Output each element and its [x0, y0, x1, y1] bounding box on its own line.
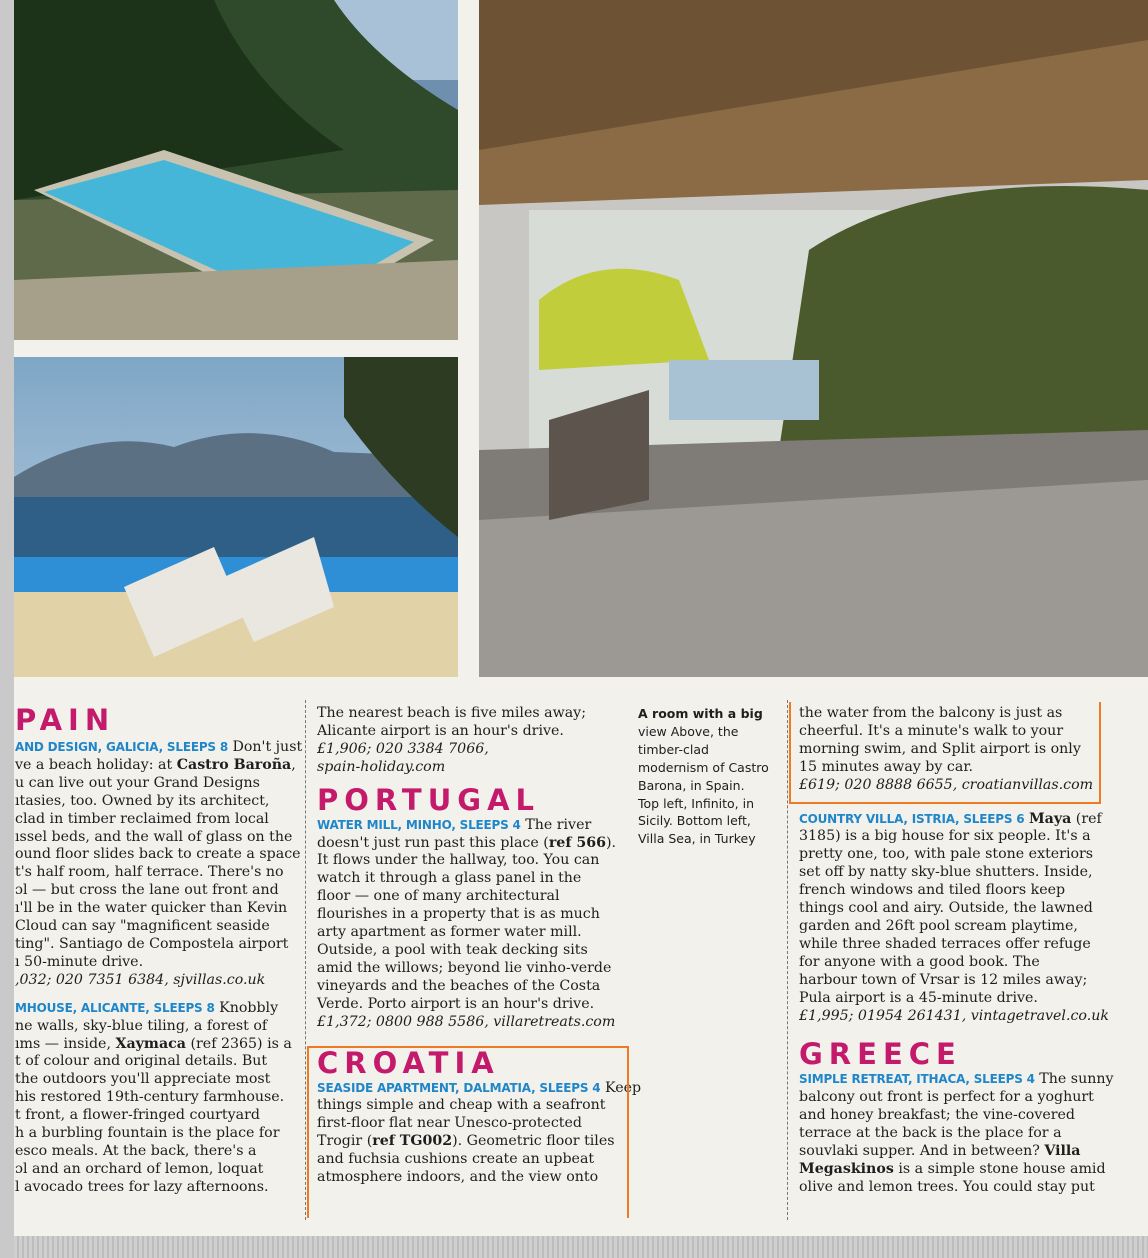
text-line: h a burbling fountain is the place for: [15, 1125, 280, 1142]
text-line: cheerful. It's a minute's walk to your: [799, 722, 1064, 739]
property-name: Maya: [1028, 810, 1072, 827]
text-line: clad in timber reclaimed from local: [15, 810, 269, 827]
text-line: and honey breakfast; the vine-covered: [799, 1107, 1076, 1124]
kicker-alicante: MHOUSE, ALICANTE, SLEEPS 8: [15, 1000, 215, 1015]
text-line: The nearest beach is five miles away;: [317, 705, 586, 721]
text-line: set off by natty sky-blue shutters. Inside,: [799, 864, 1093, 881]
text-line: 3185) is a big house for six people. It's a: [799, 828, 1091, 845]
highlight-box-croatia: [307, 1046, 629, 1218]
heading-portugal: PORTUGAL: [317, 782, 540, 817]
text-line: Alicante airport is an hour's drive.: [317, 722, 564, 739]
price-line: ,032; 020 7351 6384, sjvillas.co.uk: [15, 971, 266, 988]
kicker-dalmatia: SEASIDE APARTMENT, DALMATIA, SLEEPS 4: [317, 1080, 601, 1095]
text-line: atmosphere indoors, and the view onto: [317, 1169, 599, 1186]
text-line: ound floor slides back to create a space: [15, 846, 301, 863]
column-rule: [305, 700, 306, 1220]
text-line: the water from the balcony is just as: [799, 705, 1063, 721]
text-line: Pula airport is a 45-minute drive.: [799, 989, 1038, 1006]
caption-line: Top left, Infinito, in: [638, 795, 755, 811]
text-line: balcony out front is perfect for a yoghurt: [799, 1089, 1094, 1106]
text-line: ɔl and an orchard of lemon, loquat: [15, 1160, 264, 1177]
text-line: terrace at the back is the place for a: [799, 1125, 1062, 1142]
text-line: watch it through a glass panel in the: [317, 870, 582, 887]
text-line: pretty one, too, with pale stone exteriors: [799, 846, 1094, 863]
kicker-istria: COUNTRY VILLA, ISTRIA, SLEEPS 6: [799, 811, 1025, 826]
kicker-ithaca: SIMPLE RETREAT, ITHACA, SLEEPS 4: [799, 1072, 1035, 1087]
text-line: It flows under the hallway, too. You can: [317, 852, 600, 869]
text-line: ɔl — but cross the lane out front and: [15, 882, 279, 899]
text-line: floor — one of many architectural: [317, 888, 560, 905]
text-line: vineyards and the beaches of the Costa: [317, 977, 601, 994]
caption-line: Barona, in Spain.: [638, 777, 745, 793]
column-rule: [787, 700, 788, 1220]
text-line: amid the willows; beyond lie vinho-verde: [317, 959, 612, 976]
text-line: ve a beach holiday: at: [15, 756, 177, 773]
text-line: Trogir (: [317, 1133, 373, 1150]
text-line: Outside, a pool with teak decking sits: [317, 941, 588, 958]
text-line: the outdoors you'll appreciate most: [15, 1071, 271, 1088]
text-line: morning swim, and Split airport is only: [799, 740, 1081, 757]
heading-greece: GREECE: [799, 1037, 962, 1072]
text-line: t of colour and original details. But: [15, 1053, 268, 1070]
text-line: flourishes in a property that is as much: [317, 906, 600, 923]
price-line: £1,906; 020 3384 7066,: [317, 740, 489, 757]
text-line: The sunny: [1034, 1071, 1114, 1088]
text-line: (ref: [1071, 810, 1102, 827]
property-name: Villa: [1044, 1143, 1081, 1160]
text-line: ). Geometric floor tiles: [452, 1133, 615, 1150]
text-line: t's half room, half terrace. There's no: [15, 864, 284, 881]
caption-line: timber-clad: [638, 741, 709, 757]
text-line: his restored 19th-century farmhouse.: [15, 1089, 285, 1106]
text-line: arty apartment as former water mill.: [317, 924, 582, 941]
text-line: garden and 26ft pool scream playtime,: [799, 917, 1078, 934]
kicker-minho: WATER MILL, MINHO, SLEEPS 4: [317, 817, 521, 832]
text-line: 15 minutes away by car.: [799, 758, 974, 775]
text-line: things cool and airy. Outside, the lawned: [799, 900, 1093, 917]
text-line: Knobbly: [214, 999, 279, 1016]
text-line: french windows and tiled floors keep: [799, 882, 1066, 899]
text-line: doesn't just run past this place (: [317, 834, 549, 851]
photo-infinity-pool-turkey: [14, 357, 458, 677]
photo-pool-sicily: [14, 0, 458, 340]
heading-croatia: CROATIA: [317, 1045, 500, 1080]
highlight-box-croatia-continued: [789, 702, 1101, 804]
text-line: ne walls, sky-blue tiling, a forest of: [15, 1017, 268, 1034]
photo-timber-house-spain: [479, 0, 1148, 677]
caption-line: Sicily. Bottom left,: [638, 813, 751, 829]
page-bottom-edge: [14, 1236, 1148, 1258]
text-line: esco meals. At the back, there's a: [15, 1142, 257, 1159]
text-line: ıtasies, too. Owned by its architect,: [15, 792, 270, 809]
text-line: t front, a flower-fringed courtyard: [15, 1107, 260, 1124]
text-line: is a simple stone house amid: [893, 1160, 1106, 1177]
text-line: and fuchsia cushions create an upbeat: [317, 1151, 595, 1168]
column-spain: [15, 703, 303, 1197]
text-line: ıms — inside,: [15, 1035, 116, 1052]
text-line: while three shaded terraces offer refuge: [799, 935, 1091, 952]
caption-title: A room with a big: [638, 706, 763, 721]
text-line: things simple and cheap with a seafront: [317, 1097, 606, 1114]
text-line: Cloud can say "magnificent seaside: [15, 918, 270, 935]
price-line: £619; 020 8888 6655, croatianvillas.com: [799, 776, 1094, 793]
text-line: Don't just: [227, 739, 303, 755]
photo-caption: [638, 705, 778, 848]
text-line: for anyone with a good book. The: [799, 953, 1040, 970]
property-name: Megaskinos: [799, 1160, 894, 1177]
text-line: souvlaki supper. And in between?: [799, 1143, 1045, 1160]
text-line: ı 50-minute drive.: [15, 953, 144, 970]
text-line: The river: [520, 816, 592, 833]
text-line: ting". Santiago de Compostela airport: [15, 935, 289, 952]
text-line: ı'll be in the water quicker than Kevin: [15, 900, 288, 917]
caption-line: Villa Sea, in Turkey: [638, 831, 756, 847]
property-name: Castro Baroña: [176, 756, 292, 773]
text-line: olive and lemon trees. You could stay put: [799, 1178, 1095, 1195]
caption-line: modernism of Castro: [638, 759, 769, 775]
text-line: (ref 2365) is a: [185, 1035, 292, 1052]
text-line: Verde. Porto airport is an hour's drive.: [317, 995, 595, 1012]
text-line: first-floor flat near Unesco-protected: [317, 1115, 582, 1132]
kicker-galicia: AND DESIGN, GALICIA, SLEEPS 8: [15, 740, 228, 754]
text-line: u can live out your Grand Designs: [15, 774, 260, 791]
property-ref: ref 566: [548, 834, 606, 851]
property-name: Xaymaca: [115, 1035, 186, 1052]
price-line: £1,372; 0800 988 5586, villaretreats.com: [317, 1013, 616, 1030]
text-line: ).: [605, 834, 617, 851]
text-line: ıssel beds, and the wall of glass on the: [15, 828, 293, 845]
page-edge: [0, 0, 14, 1258]
text-line: Keep: [600, 1079, 642, 1096]
price-line: £1,995; 01954 261431, vintagetravel.co.uk: [799, 1007, 1109, 1024]
text-line: ,: [291, 756, 296, 773]
text-line: harbour town of Vrsar is 12 miles away;: [799, 971, 1088, 988]
heading-spain: PAIN: [15, 703, 116, 737]
property-ref: ref TG002: [372, 1133, 453, 1150]
text-line: l avocado trees for lazy afternoons.: [15, 1178, 269, 1195]
price-line: spain-holiday.com: [317, 758, 446, 775]
caption-line: view Above, the: [638, 723, 739, 739]
